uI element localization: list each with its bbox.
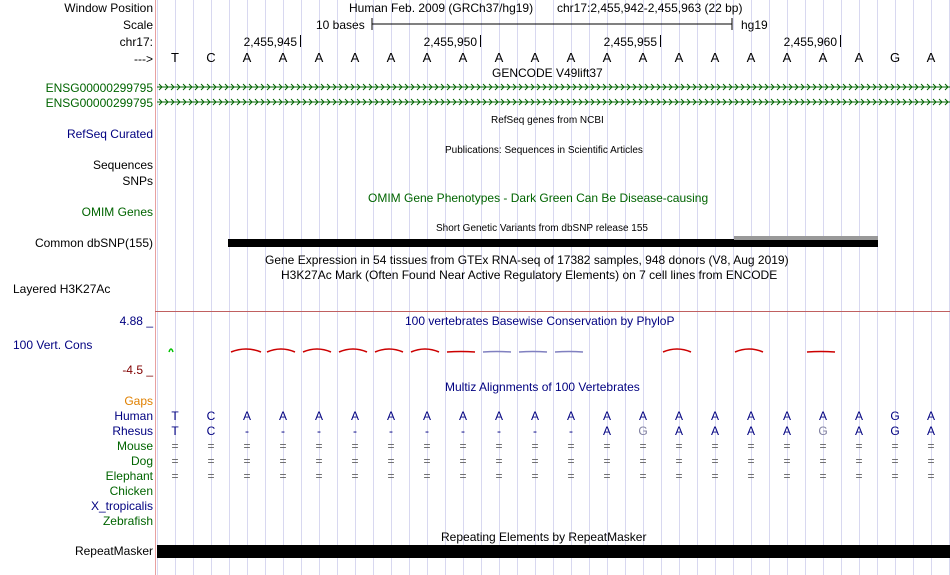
alignment-base: G	[818, 424, 828, 438]
snps-label[interactable]: SNPs	[122, 174, 153, 188]
ruler-tick-label: 2,455,950	[423, 35, 477, 49]
cons-wiggle-segment	[663, 349, 691, 352]
alignment-base: =	[243, 454, 251, 468]
alignment-base: =	[855, 469, 863, 483]
alignment-base: A	[782, 409, 791, 423]
reference-base: A	[494, 50, 504, 65]
species-label[interactable]: X_tropicalis	[90, 499, 153, 513]
alignment-base: =	[387, 439, 395, 453]
scale-db: hg19	[741, 18, 768, 32]
species-label[interactable]: Elephant	[105, 469, 153, 483]
alignment-base: -	[389, 424, 393, 438]
alignment-base: A	[350, 409, 359, 423]
alignment-base: =	[927, 439, 935, 453]
assembly-title: Human Feb. 2009 (GRCh37/hg19)	[349, 1, 534, 15]
alignment-base: A	[674, 409, 683, 423]
species-label[interactable]: Chicken	[109, 484, 153, 498]
cons-min-label: -4.5 _	[122, 363, 153, 377]
reference-base: A	[638, 50, 648, 65]
alignment-base: =	[567, 469, 575, 483]
alignment-base: =	[459, 469, 467, 483]
alignment-base: A	[566, 409, 575, 423]
alignment-base: A	[854, 424, 863, 438]
species-label[interactable]: Zebrafish	[102, 514, 153, 528]
strand-arrow-label: --->	[134, 52, 153, 66]
ruler-tick-label: 2,455,960	[783, 35, 837, 49]
cons-wiggle-segment	[519, 352, 547, 353]
alignment-base: =	[315, 454, 323, 468]
alignment-base: =	[243, 439, 251, 453]
alignment-base: =	[603, 454, 611, 468]
cons-wiggle-segment	[339, 349, 367, 352]
alignment-base: =	[207, 469, 215, 483]
alignment-base: A	[926, 409, 935, 423]
cons-wiggle-segment	[483, 352, 511, 353]
alignment-base: =	[891, 454, 899, 468]
refseq-track-title: RefSeq genes from NCBI	[491, 115, 604, 126]
alignment-base: =	[675, 454, 683, 468]
alignment-base: =	[459, 454, 467, 468]
reference-base: A	[566, 50, 576, 65]
gencode-track-title: GENCODE V49lift37	[492, 66, 603, 80]
gtex-track-title: Gene Expression in 54 tissues from GTEx RNA-seq of 17382 samples, 948 donors (V8, Aug 2019)	[265, 253, 789, 267]
repeatmasker-feature-bar[interactable]	[157, 545, 950, 558]
alignment-base: =	[315, 469, 323, 483]
alignment-base: =	[351, 469, 359, 483]
alignment-base: =	[315, 439, 323, 453]
dbsnp-feature-overlap[interactable]	[734, 236, 878, 240]
alignment-base: =	[531, 454, 539, 468]
ruler-tick	[300, 35, 301, 47]
cons-wiggle-segment	[411, 349, 439, 352]
h3k27ac-label[interactable]: Layered H3K27Ac	[13, 282, 111, 296]
reference-base: A	[710, 50, 720, 65]
alignment-base: =	[855, 454, 863, 468]
alignment-base: A	[278, 409, 287, 423]
cons-wiggle[interactable]	[157, 340, 950, 360]
h3k27ac-track-title: H3K27Ac Mark (Often Found Near Active Regulatory Elements) on 7 cell lines from ENCODE	[281, 268, 778, 282]
species-label[interactable]: Mouse	[116, 439, 153, 453]
reference-base: A	[782, 50, 792, 65]
alignment-base: A	[530, 409, 539, 423]
alignment-base: =	[351, 439, 359, 453]
cons-wiggle-segment	[303, 349, 331, 352]
cons-wiggle-segment	[169, 349, 173, 352]
alignment-base: A	[818, 409, 827, 423]
alignment-base: =	[819, 439, 827, 453]
alignment-base: =	[567, 454, 575, 468]
dbsnp-track-title: Short Genetic Variants from dbSNP release 155	[436, 223, 648, 234]
alignment-base: =	[927, 469, 935, 483]
alignment-base: G	[638, 424, 648, 438]
scale-label: Scale	[122, 18, 153, 32]
alignment-base: =	[639, 469, 647, 483]
alignment-base: =	[351, 454, 359, 468]
alignment-base: =	[675, 469, 683, 483]
gaps-label: Gaps	[124, 394, 153, 408]
cons-wiggle-segment	[375, 349, 403, 352]
alignment-base: -	[281, 424, 285, 438]
alignment-base: A	[458, 409, 467, 423]
cons-wiggle-segment	[807, 352, 835, 353]
alignment-base: -	[425, 424, 429, 438]
alignment-base: =	[423, 454, 431, 468]
alignment-base: A	[926, 424, 935, 438]
reference-base: A	[386, 50, 396, 65]
alignment-base: =	[495, 439, 503, 453]
alignment-base: A	[638, 409, 647, 423]
alignment-base: A	[602, 424, 611, 438]
alignment-base: -	[461, 424, 465, 438]
alignment-base: =	[171, 454, 179, 468]
alignment-base: A	[494, 409, 503, 423]
alignment-base: A	[314, 409, 323, 423]
alignment-base: =	[639, 439, 647, 453]
alignment-base: =	[603, 469, 611, 483]
reference-base: A	[926, 50, 936, 65]
omim-label[interactable]: OMIM Genes	[81, 205, 153, 219]
multiz-track-title: Multiz Alignments of 100 Vertebrates	[445, 380, 640, 394]
alignment-base: =	[819, 454, 827, 468]
cons-track-title: 100 vertebrates Basewise Conservation by PhyloP	[405, 314, 675, 328]
alignment-base: =	[459, 439, 467, 453]
reference-base: A	[314, 50, 324, 65]
window-position-label: Window Position	[64, 1, 153, 15]
scale-text: 10 bases	[316, 18, 365, 32]
refseq-label[interactable]: RefSeq Curated	[66, 127, 153, 141]
alignment-base: =	[171, 439, 179, 453]
alignment-base: A	[242, 409, 251, 423]
alignment-base: =	[855, 439, 863, 453]
dbsnp-label[interactable]: Common dbSNP(155)	[34, 236, 153, 250]
cons-track-separator	[155, 311, 950, 312]
alignment-base: =	[783, 454, 791, 468]
sequences-track-title: Publications: Sequences in Scientific Articles	[445, 145, 643, 156]
alignment-base: =	[279, 469, 287, 483]
alignment-base: =	[819, 469, 827, 483]
alignment-base: =	[711, 469, 719, 483]
alignment-base: A	[386, 409, 395, 423]
alignment-base: T	[171, 424, 179, 438]
sequences-label[interactable]: Sequences	[92, 158, 153, 172]
label-divider	[155, 0, 156, 575]
alignment-base: A	[710, 424, 719, 438]
alignment-base: A	[710, 409, 719, 423]
cons-wiggle-segment	[267, 349, 295, 352]
reference-base: C	[206, 50, 216, 65]
alignment-base: =	[783, 439, 791, 453]
ruler-tick	[840, 35, 841, 47]
reference-base: A	[602, 50, 612, 65]
alignment-base: =	[747, 454, 755, 468]
alignment-base: =	[711, 439, 719, 453]
alignment-base: A	[422, 409, 431, 423]
alignment-base: =	[279, 454, 287, 468]
reference-base: A	[530, 50, 540, 65]
gencode-gene-1[interactable]: ENSG00000299795	[45, 81, 153, 95]
alignment-base: -	[317, 424, 321, 438]
alignment-base: =	[207, 439, 215, 453]
chrom-label: chr17:	[119, 35, 153, 49]
species-label[interactable]: Rhesus	[112, 424, 153, 438]
position-text: chr17:2,455,942-2,455,963 (22 bp)	[557, 1, 743, 15]
alignment-base: =	[243, 469, 251, 483]
alignment-base: C	[206, 424, 216, 438]
alignment-base: =	[747, 469, 755, 483]
cons-wiggle-segment	[735, 349, 763, 352]
alignment-base: =	[423, 469, 431, 483]
alignment-base: -	[569, 424, 573, 438]
reference-base: G	[889, 50, 901, 65]
ruler-tick	[480, 35, 481, 47]
alignment-base: =	[747, 439, 755, 453]
cons-max-label: 4.88 _	[119, 314, 153, 328]
alignment-base: -	[497, 424, 501, 438]
reference-base: A	[458, 50, 468, 65]
alignment-base: T	[171, 409, 179, 423]
species-label[interactable]: Human	[114, 409, 153, 423]
alignment-base: -	[533, 424, 537, 438]
species-label[interactable]: Dog	[130, 454, 153, 468]
alignment-base: =	[891, 439, 899, 453]
repeatmasker-label[interactable]: RepeatMasker	[74, 544, 153, 558]
cons-wiggle-segment	[231, 349, 261, 352]
alignment-base: =	[783, 469, 791, 483]
reference-base: A	[854, 50, 864, 65]
alignment-base: =	[927, 454, 935, 468]
alignment-base: =	[675, 439, 683, 453]
alignment-base: =	[279, 439, 287, 453]
reference-base: A	[674, 50, 684, 65]
alignment-base: =	[531, 469, 539, 483]
ruler-tick-label: 2,455,955	[603, 35, 657, 49]
ruler-tick	[660, 35, 661, 47]
alignment-base: A	[602, 409, 611, 423]
alignment-base: =	[495, 469, 503, 483]
alignment-base: =	[531, 439, 539, 453]
cons-wiggle-segment	[555, 352, 583, 353]
alignment-base: A	[782, 424, 791, 438]
alignment-base: =	[639, 454, 647, 468]
alignment-base: =	[603, 439, 611, 453]
omim-track-title: OMIM Gene Phenotypes - Dark Green Can Be Disease-causing	[368, 191, 709, 205]
alignment-base: A	[674, 424, 683, 438]
alignment-base: =	[387, 454, 395, 468]
alignment-base: =	[171, 469, 179, 483]
gencode-gene-lines[interactable]	[157, 83, 950, 108]
reference-base: A	[278, 50, 288, 65]
dbsnp-feature-bar[interactable]	[228, 239, 878, 247]
alignment-base: A	[746, 409, 755, 423]
ruler-tick-label: 2,455,945	[243, 35, 297, 49]
reference-base: A	[422, 50, 432, 65]
cons-track-label[interactable]: 100 Vert. Cons	[13, 338, 93, 352]
alignment-base: =	[891, 469, 899, 483]
reference-base: T	[171, 50, 179, 65]
reference-base: A	[746, 50, 756, 65]
alignment-base: A	[746, 424, 755, 438]
reference-base: A	[242, 50, 252, 65]
alignment-base: G	[890, 424, 900, 438]
reference-base: A	[350, 50, 360, 65]
alignment-base: =	[495, 454, 503, 468]
alignment-base: C	[206, 409, 216, 423]
alignment-base: G	[890, 409, 900, 423]
alignment-base: =	[207, 454, 215, 468]
alignment-base: =	[387, 469, 395, 483]
cons-wiggle-segment	[447, 352, 475, 353]
scale-bar	[370, 17, 735, 31]
alignment-base: -	[245, 424, 249, 438]
alignment-base: =	[423, 439, 431, 453]
alignment-base: A	[854, 409, 863, 423]
alignment-base: -	[353, 424, 357, 438]
alignment-base: =	[567, 439, 575, 453]
gencode-gene-2[interactable]: ENSG00000299795	[45, 96, 153, 110]
alignment-base: =	[711, 454, 719, 468]
reference-base: A	[818, 50, 828, 65]
repeatmasker-track-title: Repeating Elements by RepeatMasker	[441, 530, 647, 544]
